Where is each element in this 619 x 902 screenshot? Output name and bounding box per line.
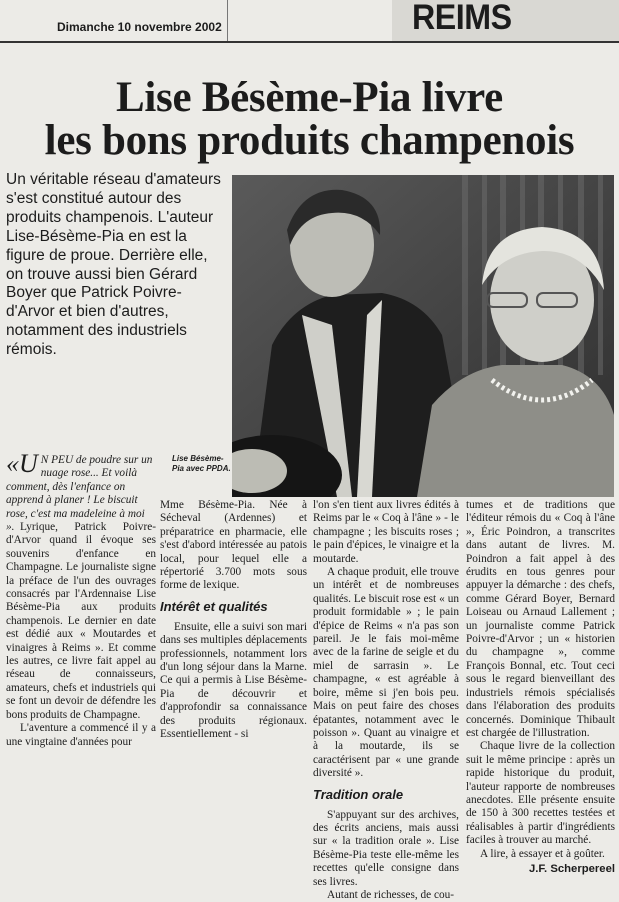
author-signature: J.F. Scherpereel [528, 862, 615, 875]
col3-paragraph-4: Autant de richesses, de cou- [327, 888, 455, 901]
subhead-tradition: Tradition orale [313, 786, 404, 802]
section-title: REIMS [412, 0, 512, 37]
header-rule [0, 41, 619, 43]
headline-line-2: les bons produits champenois [44, 117, 575, 164]
col3-paragraph-1: l'on s'en tient aux livres édités à Reims par le « Coq à l'âne » - le champagne ; les biscuits roses ; le pain d'épices, le vinaigre et la moutarde. [313, 499, 459, 565]
photo-caption: Lise Bésème-Pia avec PPDA. [172, 454, 231, 473]
col2-paragraph-2: Ensuite, elle a suivi son mari dans ses multiples déplacements professionnels, notamment lors d'un long séjour dans la Marne. Ce qui a permis à Lise Bésème-Pia de découvrir et d'approfondir sa connaissance des produits régionaux. Essentiellement - si [160, 620, 307, 741]
headline-line-1: Lise Bésème-Pia livre [116, 74, 503, 121]
col1-paragraph-2: L'aventure a commencé il y a une vingtaine d'années pour [6, 722, 156, 748]
article-photo [232, 175, 614, 497]
lead-paragraph: Un véritable réseau d'amateurs s'est constitué autour des produits champenois. L'auteur Lise-Bésème-Pia en est la figure de proue. Derrière elle, on trouve aussi bien Gérard Boyer que Patrick Poivre-d'Arvor et bien d'autres, notamment des industriels rémois. [6, 171, 221, 359]
column-2 [160, 499, 307, 742]
col4-paragraph-2: Chaque livre de la collection suit le même principe : après un rapide historique du produit, l'auteur rapporte de nombreuses anecdotes. Elle présente ensuite de 150 à 300 recettes testées et réalisables à partir d'ingrédients faciles à trouver au marché. [466, 740, 615, 847]
col3-paragraph-2: A chaque produit, elle trouve un intérêt et de nombreuses qualités. Le biscuit rose est « un produit formidable » ; le pain d'épice de Reims « n'a pas son pareil. Je le fais moi-même avec de la farine de seigle et du miel de sarrasin ». Le champagne, « est agréable à boire, même si j'en bois peu. Mais on peut faire des choses épatantes, notamment avec le poisson ». Quant au vinaigre et à la moutarde, ils se caractérisent par « une grande diversité ». [313, 566, 459, 780]
col2-paragraph-1: Mme Bésème-Pia. Née à Sécheval (Ardennes) et préparatrice en pharmacie, elle s'est d'abord intéressée au patois local, pour lequel elle a répertorié 3.700 mots sous forme de lexique. [160, 499, 307, 592]
subhead-interet: Intérêt et qualités [160, 598, 268, 614]
publication-date: Dimanche 10 novembre 2002 [57, 20, 222, 34]
quote-text: N PEU de poudre sur un nuage rose... Et voilà comment, dès l'enfance on apprend à planer ! Le biscuit rose, c'est ma madeleine à moi ». [6, 454, 153, 534]
col4-paragraph-3: A lire, à essayer et à goûter. [480, 847, 605, 860]
column-4 [466, 499, 615, 876]
headline [0, 76, 619, 162]
col3-paragraph-3: S'appuyant sur des archives, des écrits anciens, mais aussi sur « la tradition orale ». Lise Bésème-Pia teste elle-même les recettes qu'elle consigne dans ses livres. [313, 808, 459, 888]
photo-image [232, 175, 614, 497]
column-3 [313, 499, 459, 902]
col4-paragraph-1: tumes et de traditions que l'éditeur rémois du « Coq à l'âne », Éric Poindron, a transcrites dans autant de livres. M. Poindron a fait appel à des érudits en tous genres pour appuyer la démarche : des chefs, comme Gérard Boyer, Bernard Loiseau ou Arnaud Lallement ; un journaliste comme Patrick Poivre-d'Arvor ; un « historien du champagne », comme François Bonnal, etc. Tout ceci sous le regard bienveillant des industriels rémois spécialisés dans l'élaboration des produits concernés. Dominique Thibault est chargée de l'illustration. [466, 499, 615, 739]
column-1 [6, 521, 156, 749]
col1-paragraph-1: Lyrique, Patrick Poivre-d'Arvor quand il évoque ses souvenirs d'enfance en Champagne. Le journaliste signe la préface de l'un des ouvrages consacrés par l'Ardennaise Lise Bésème-Pia aux produits champenois. Le dernier en date est dédié aux « Moutardes et vinaigres à Reims ». Et comme les autres, ce livre fait appel au réseau de connaisseurs, amateurs, chefs et industriels qui se font un devoir de défendre les bons produits de Champagne. [6, 521, 156, 721]
quote-initial: «U [6, 449, 38, 478]
